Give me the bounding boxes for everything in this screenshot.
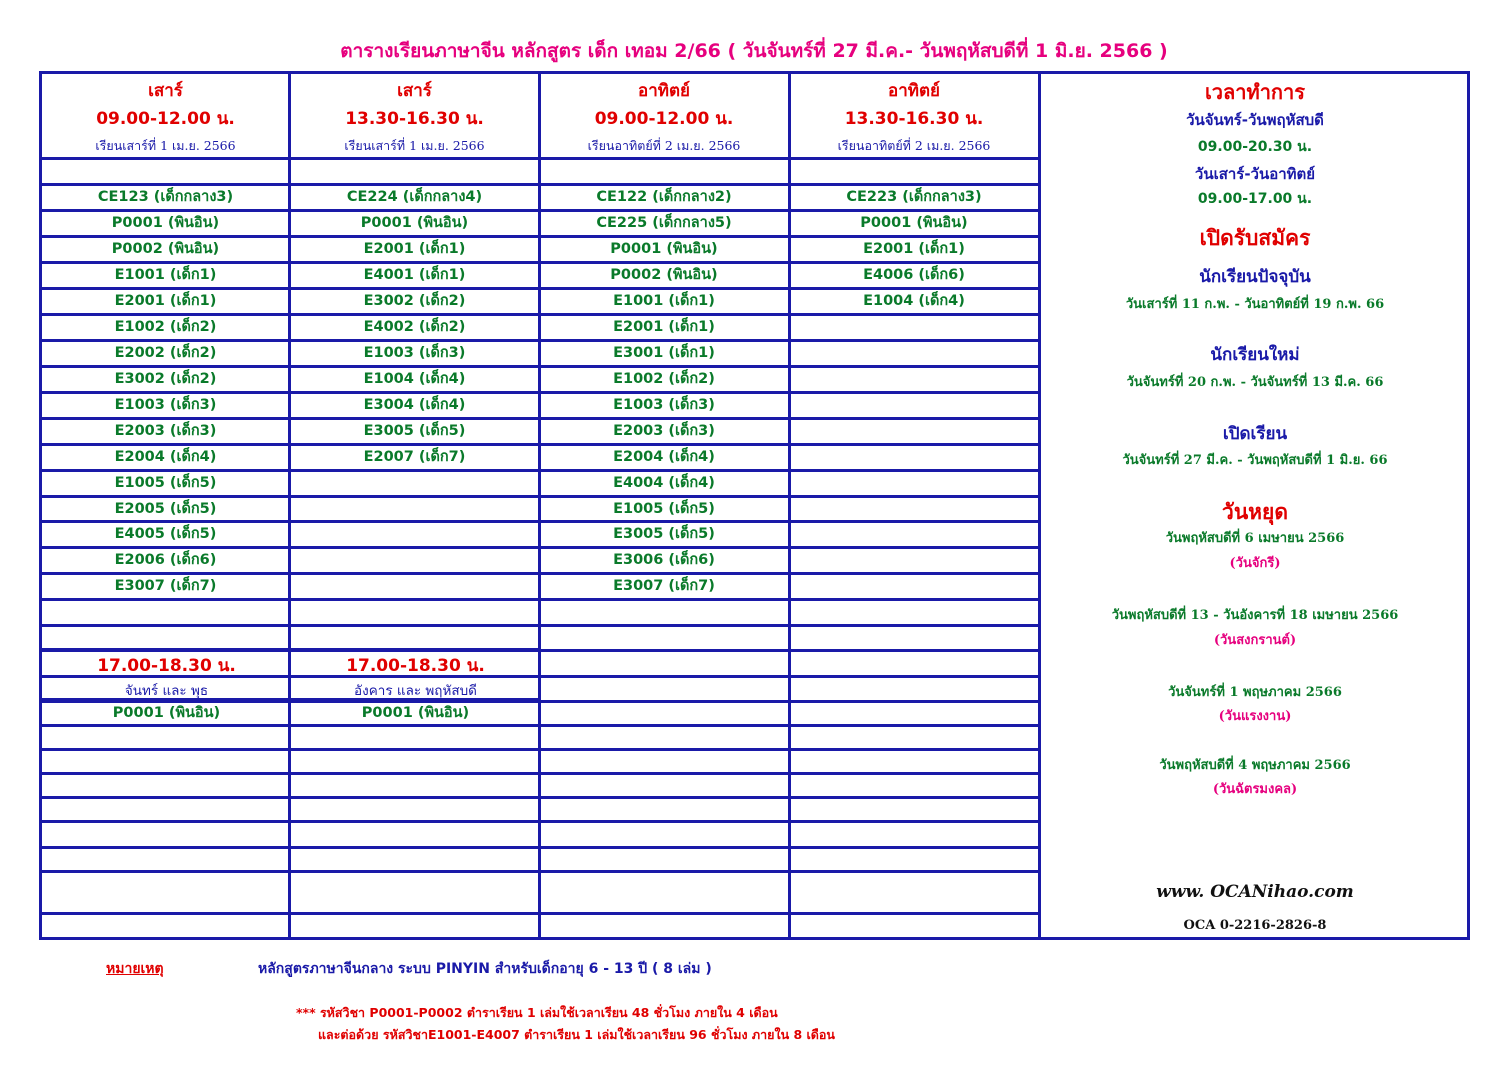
row-divider — [39, 287, 1041, 290]
course-cell: P0001 (พินอิน) — [111, 215, 220, 231]
course-cell: E1003 (เด็ก3) — [363, 345, 466, 361]
evening-days: อังคาร และ พฤหัสบดี — [354, 683, 477, 699]
row-divider — [39, 796, 1041, 799]
course-cell: E3005 (เด็ก5) — [363, 423, 466, 439]
course-cell: P0002 (พินอิน) — [610, 267, 718, 283]
weekday-label: วันจันทร์-วันพฤหัสบดี — [1186, 111, 1324, 129]
course-cell: E1003 (เด็ก3) — [114, 397, 217, 413]
row-divider — [39, 748, 1041, 751]
course-cell: E4004 (เด็ก4) — [613, 475, 715, 491]
holiday-name: (วันแรงงาน) — [1218, 709, 1292, 724]
open-title: เปิดรับสมัคร — [1199, 226, 1311, 250]
note-text: หลักสูตรภาษาจีนกลาง ระบบ PINYIN สำหรับเด็กอายุ 6 - 13 ปี ( 8 เล่ม ) — [258, 961, 712, 977]
course-cell: E4006 (เด็ก6) — [863, 267, 965, 283]
row-divider — [39, 235, 1041, 238]
course-cell: CE225 (เด็กกลาง5) — [596, 215, 732, 231]
course-cell: E1004 (เด็ก4) — [863, 293, 965, 309]
row-divider — [39, 469, 1041, 472]
holiday-date: วันพฤหัสบดีที่ 6 เมษายน 2566 — [1165, 531, 1345, 546]
column-divider — [1038, 71, 1041, 940]
course-cell: E2002 (เด็ก2) — [114, 345, 217, 361]
row-divider — [39, 157, 1041, 160]
row-divider — [39, 520, 1041, 523]
row-divider — [39, 572, 1041, 575]
column-time: 13.30-16.30 น. — [345, 109, 484, 129]
course-cell: E2001 (เด็ก1) — [863, 241, 965, 257]
weekend-time: 09.00-17.00 น. — [1197, 191, 1313, 207]
weekend-label: วันเสาร์-วันอาทิตย์ — [1194, 165, 1316, 183]
course-cell: E3001 (เด็ก1) — [613, 345, 715, 361]
holiday-title: วันหยุด — [1222, 500, 1288, 524]
course-cell: E2001 (เด็ก1) — [363, 241, 466, 257]
row-divider — [39, 820, 1041, 823]
course-cell: P0002 (พินอิน) — [111, 241, 220, 257]
note-line-2: และต่อด้วย รหัสวิชาE1001-E4007 ตำราเรียน 1 เล่มใช้เวลาเรียน 96 ชั่วโมง ภายใน 8 เดือน — [318, 1027, 835, 1042]
course-cell: CE122 (เด็กกลาง2) — [596, 189, 732, 205]
course-cell: P0001 (พินอิน) — [360, 215, 469, 231]
course-cell: E2003 (เด็ก3) — [613, 423, 715, 439]
course-cell: E2007 (เด็ก7) — [363, 449, 466, 465]
row-divider — [39, 846, 1041, 849]
course-cell: CE123 (เด็กกลาง3) — [97, 189, 234, 205]
evening-time: 17.00-18.30 น. — [97, 656, 236, 676]
row-divider — [39, 546, 1041, 549]
evening-time: 17.00-18.30 น. — [346, 656, 485, 676]
course-cell: E2001 (เด็ก1) — [613, 319, 715, 335]
course-cell: E2005 (เด็ก5) — [114, 501, 217, 517]
phone-number: OCA 0-2216-2826-8 — [1183, 918, 1327, 933]
row-divider — [39, 598, 1041, 601]
course-cell: E2004 (เด็ก4) — [114, 449, 217, 465]
row-divider — [39, 391, 1041, 394]
column-day: เสาร์ — [148, 81, 183, 101]
website-link[interactable]: www. OCANihao.com — [1156, 882, 1354, 902]
column-subtitle: เรียนเสาร์ที่ 1 เม.ย. 2566 — [95, 138, 236, 153]
holiday-date: วันพฤหัสบดีที่ 13 - วันอังคารที่ 18 เมษายน 2566 — [1111, 608, 1399, 623]
course-cell: E2006 (เด็ก6) — [114, 552, 217, 568]
new-students-dates: วันจันทร์ที่ 20 ก.พ. - วันจันทร์ที่ 13 มี.ค. 66 — [1126, 375, 1384, 390]
course-cell: E4001 (เด็ก1) — [363, 267, 466, 283]
course-cell: E2003 (เด็ก3) — [114, 423, 217, 439]
course-cell: E3007 (เด็ก7) — [114, 578, 217, 594]
course-cell: E3005 (เด็ก5) — [613, 526, 715, 542]
course-cell: E1005 (เด็ก5) — [613, 501, 715, 517]
holiday-name: (วันฉัตรมงคล) — [1212, 782, 1298, 797]
row-divider — [39, 495, 1041, 498]
course-cell: CE224 (เด็กกลาง4) — [346, 189, 483, 205]
course-cell: E4005 (เด็ก5) — [114, 526, 217, 542]
holiday-name: (วันจักรี) — [1229, 556, 1281, 571]
course-cell: E1004 (เด็ก4) — [363, 371, 466, 387]
current-students-dates: วันเสาร์ที่ 11 ก.พ. - วันอาทิตย์ที่ 19 ก.พ. 66 — [1125, 297, 1385, 312]
row-divider — [39, 772, 1041, 775]
row-divider — [39, 870, 1041, 873]
row-divider — [39, 724, 1041, 727]
row-divider — [39, 339, 1041, 342]
row-divider — [39, 365, 1041, 368]
holiday-name: (วันสงกรานต์) — [1213, 633, 1297, 648]
row-divider — [39, 443, 1041, 446]
column-time: 09.00-12.00 น. — [594, 109, 734, 129]
column-time: 13.30-16.30 น. — [844, 109, 984, 129]
evening-days: จันทร์ และ พุธ — [124, 683, 209, 699]
column-subtitle: เรียนอาทิตย์ที่ 2 เม.ย. 2566 — [587, 138, 741, 153]
new-students-title: นักเรียนใหม่ — [1210, 345, 1300, 365]
evening-course: P0001 (พินอิน) — [112, 705, 221, 721]
row-divider — [39, 183, 1041, 186]
course-cell: E1002 (เด็ก2) — [114, 319, 217, 335]
course-cell: E3002 (เด็ก2) — [114, 371, 217, 387]
column-subtitle: เรียนเสาร์ที่ 1 เม.ย. 2566 — [344, 138, 485, 153]
course-cell: E2004 (เด็ก4) — [613, 449, 715, 465]
course-cell: P0001 (พินอิน) — [610, 241, 718, 257]
course-cell: E3006 (เด็ก6) — [613, 552, 715, 568]
course-cell: E4002 (เด็ก2) — [363, 319, 466, 335]
row-divider — [39, 417, 1041, 420]
class-start-dates: วันจันทร์ที่ 27 มี.ค. - วันพฤหัสบดีที่ 1 มิ.ย. 66 — [1122, 453, 1388, 468]
course-cell: E1002 (เด็ก2) — [613, 371, 715, 387]
note-line-1: *** รหัสวิชา P0001-P0002 ตำราเรียน 1 เล่มใช้เวลาเรียน 48 ชั่วโมง ภายใน 4 เดือน — [296, 1005, 778, 1020]
hours-title: เวลาทำการ — [1204, 80, 1306, 104]
course-cell: E2001 (เด็ก1) — [114, 293, 217, 309]
column-day: อาทิตย์ — [888, 81, 940, 101]
course-cell: E1003 (เด็ก3) — [613, 397, 715, 413]
class-start-title: เปิดเรียน — [1222, 424, 1288, 444]
column-day: อาทิตย์ — [638, 81, 690, 101]
row-divider — [39, 261, 1041, 264]
row-divider — [39, 209, 1041, 212]
holiday-date: วันพฤหัสบดีที่ 4 พฤษภาคม 2566 — [1159, 758, 1351, 773]
evening-course: P0001 (พินอิน) — [361, 705, 470, 721]
course-cell: P0001 (พินอิน) — [860, 215, 968, 231]
course-cell: E3007 (เด็ก7) — [613, 578, 715, 594]
course-cell: E1001 (เด็ก1) — [613, 293, 715, 309]
course-cell: E1005 (เด็ก5) — [114, 475, 217, 491]
course-cell: E3004 (เด็ก4) — [363, 397, 466, 413]
column-day: เสาร์ — [397, 81, 432, 101]
column-time: 09.00-12.00 น. — [96, 109, 235, 129]
note-label: หมายเหตุ — [106, 961, 164, 977]
column-subtitle: เรียนอาทิตย์ที่ 2 เม.ย. 2566 — [837, 138, 991, 153]
row-divider — [39, 624, 1041, 627]
page-title: ตารางเรียนภาษาจีน หลักสูตร เด็ก เทอม 2/66 ( วันจันทร์ที่ 27 มี.ค.- วันพฤหัสบดีที่ 1 มิ.ย. 2566 ) — [340, 40, 1168, 62]
row-divider — [39, 313, 1041, 316]
row-divider — [39, 912, 1041, 915]
holiday-date: วันจันทร์ที่ 1 พฤษภาคม 2566 — [1168, 685, 1342, 700]
weekday-time: 09.00-20.30 น. — [1197, 139, 1313, 155]
course-cell: CE223 (เด็กกลาง3) — [846, 189, 982, 205]
current-students-title: นักเรียนปัจจุบัน — [1199, 267, 1311, 287]
course-cell: E3002 (เด็ก2) — [363, 293, 466, 309]
course-cell: E1001 (เด็ก1) — [114, 267, 217, 283]
